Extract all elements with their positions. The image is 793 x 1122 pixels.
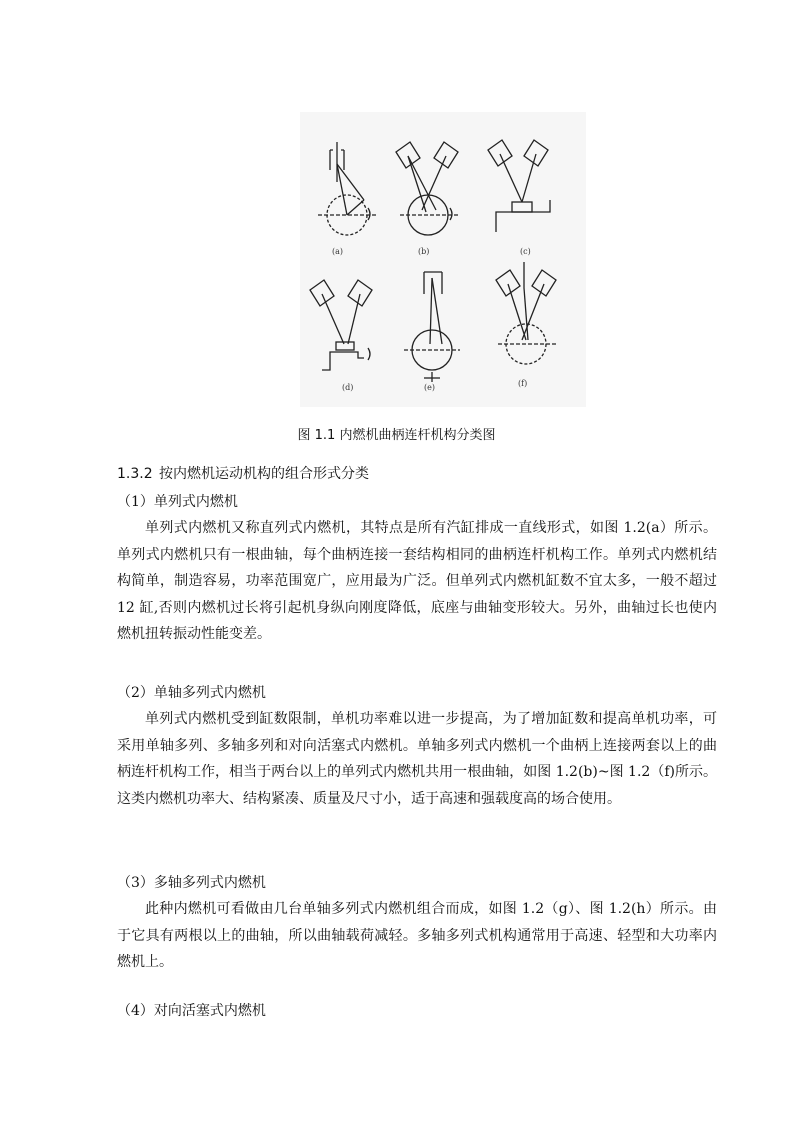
panel-f-diagram (496, 262, 556, 364)
crank-mechanism-diagram (300, 112, 586, 407)
panel-label-a: (a) (332, 247, 344, 256)
panel-e-diagram (404, 272, 460, 382)
panel-label-d: (d) (342, 383, 354, 392)
section-title: 按内燃机运动机构的组合形式分类 (159, 466, 369, 482)
subsection-heading-1: （1）单列式内燃机 (117, 494, 238, 510)
panel-label-b: (b) (418, 247, 430, 256)
figure-caption: 图 1.1 内燃机曲柄连杆机构分类图 (297, 428, 496, 443)
paragraph-3: 此种内燃机可看做由几台单轴多列式内燃机组合而成，如图 1.2（g）、图 1.2(h）所示。由于它具有两根以上的曲轴，所以曲轴载荷减轻。多轴多列式机构通常用于高速、轻型和大功率内燃机上。 (117, 901, 717, 970)
panel-label-e: (e) (424, 383, 435, 392)
paragraph-2: 单列式内燃机受到缸数限制，单机功率难以进一步提高，为了增加缸数和提高单机功率，可采用单轴多列、多轴多列和对向活塞式内燃机。单轴多列式内燃机一个曲柄上连接两套以上的曲柄连杆机构工作，相当于两台以上的单列式内燃机共用一根曲轴，如图 1.2(b)~图 1.2（f)所示。这类内燃机功率大、结构紧凑、质量及尺寸小，适于高速和强载度高的场合使用。 (117, 711, 717, 807)
panel-b-diagram (396, 142, 458, 235)
panel-c-diagram (488, 140, 550, 232)
panel-a-diagram (318, 142, 376, 235)
panel-d-diagram (310, 280, 372, 370)
subsection-heading-3: （3）多轴多列式内燃机 (117, 875, 266, 891)
panel-label-c: (c) (520, 247, 531, 256)
paragraph-1: 单列式内燃机又称直列式内燃机，其特点是所有汽缸排成一直线形式，如图 1.2(a）所示。单列式内燃机只有一根曲轴，每个曲柄连接一套结构相同的曲柄连杆机构工作。单列式内燃机结构简单，制造容易，功率范围宽广，应用最为广泛。但单列式内燃机缸数不宜太多，一般不超过 12 缸,否则内燃机过长将引起机身纵向刚度降低，底座与曲轴变形较大。另外，曲轴过长也使内燃机扭转振动性能变差。 (117, 520, 717, 642)
panel-label-f: (f) (518, 379, 528, 388)
crank-mechanism-figure (300, 112, 586, 407)
subsection-heading-4: （4）对向活塞式内燃机 (117, 1003, 266, 1019)
section-number: 1.3.2 (117, 466, 153, 482)
section-heading (117, 463, 369, 483)
subsection-heading-2: （2）单轴多列式内燃机 (117, 685, 266, 701)
